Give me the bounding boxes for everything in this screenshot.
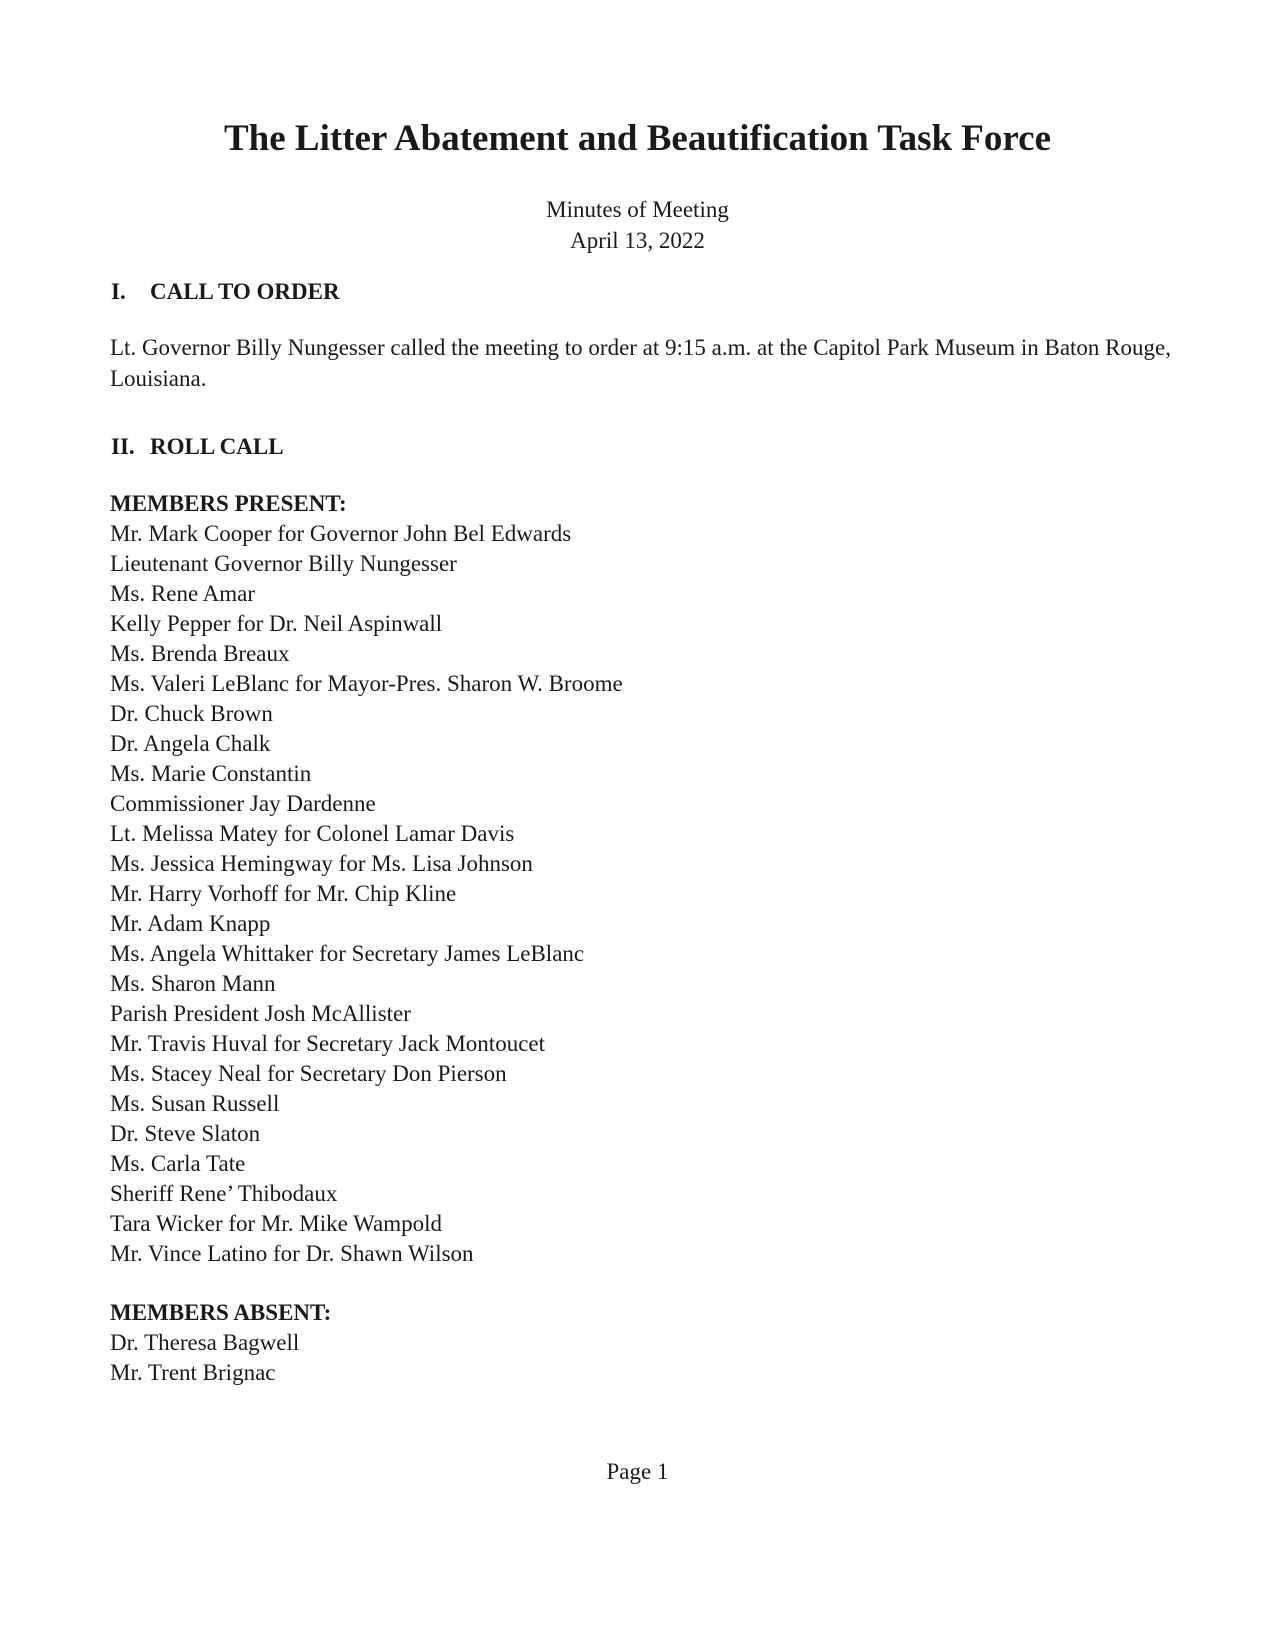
member-name: Dr. Chuck Brown	[110, 701, 273, 726]
member-name: Lt. Melissa Matey for Colonel Lamar Davis	[110, 821, 515, 846]
member-name: Ms. Angela Whittaker for Secretary James LeBlanc	[110, 941, 585, 966]
section-title: ROLL CALL	[150, 434, 284, 459]
meeting-date: April 13, 2022	[570, 228, 705, 253]
member-name: Parish President Josh McAllister	[110, 1001, 411, 1026]
member-name: Ms. Brenda Breaux	[110, 641, 290, 666]
member-name: Mr. Adam Knapp	[110, 911, 271, 936]
member-name: Tara Wicker for Mr. Mike Wampold	[110, 1211, 443, 1236]
call-to-order-paragraph: Lt. Governor Billy Nungesser called the meeting to order at 9:15 a.m. at the Capitol Park Museum in Baton Rouge, Louisiana.	[110, 335, 1171, 391]
members-present-heading: MEMBERS PRESENT:	[110, 491, 347, 516]
member-name: Lieutenant Governor Billy Nungesser	[110, 551, 457, 576]
document-title: The Litter Abatement and Beautification Task Force	[223, 118, 1052, 159]
member-name: Mr. Trent Brignac	[110, 1360, 276, 1385]
member-name: Ms. Carla Tate	[110, 1151, 246, 1176]
member-name: Mr. Travis Huval for Secretary Jack Montoucet	[110, 1031, 546, 1056]
members-absent-heading: MEMBERS ABSENT:	[110, 1300, 332, 1325]
section-heading-call-to-order	[111, 277, 340, 307]
member-name: Mr. Vince Latino for Dr. Shawn Wilson	[110, 1241, 474, 1266]
section-number: II.	[111, 434, 135, 459]
minutes-label: Minutes of Meeting	[546, 197, 729, 222]
member-name: Commissioner Jay Dardenne	[110, 791, 376, 816]
member-name: Ms. Susan Russell	[110, 1091, 280, 1116]
member-name: Dr. Theresa Bagwell	[110, 1330, 300, 1355]
members-absent-block	[110, 1298, 331, 1388]
member-name: Mr. Harry Vorhoff for Mr. Chip Kline	[110, 881, 457, 906]
section-number: I.	[111, 279, 126, 304]
member-name: Ms. Sharon Mann	[110, 971, 276, 996]
members-present-list	[110, 519, 623, 1269]
section-title: CALL TO ORDER	[150, 279, 340, 304]
member-name: Mr. Mark Cooper for Governor John Bel Edwards	[110, 521, 572, 546]
member-name: Ms. Valeri LeBlanc for Mayor-Pres. Sharon W. Broome	[110, 671, 623, 696]
document-subtitle	[0, 194, 1275, 256]
member-name: Sheriff Rene’ Thibodaux	[110, 1181, 338, 1206]
page-number: Page 1	[606, 1459, 669, 1484]
section-heading-roll-call	[111, 432, 284, 462]
member-name: Ms. Marie Constantin	[110, 761, 312, 786]
members-present-block	[110, 489, 623, 1269]
member-name: Kelly Pepper for Dr. Neil Aspinwall	[110, 611, 443, 636]
members-absent-list	[110, 1328, 331, 1388]
member-name: Dr. Steve Slaton	[110, 1121, 261, 1146]
member-name: Ms. Stacey Neal for Secretary Don Pierson	[110, 1061, 507, 1086]
member-name: Ms. Jessica Hemingway for Ms. Lisa Johnson	[110, 851, 533, 876]
member-name: Ms. Rene Amar	[110, 581, 256, 606]
member-name: Dr. Angela Chalk	[110, 731, 271, 756]
